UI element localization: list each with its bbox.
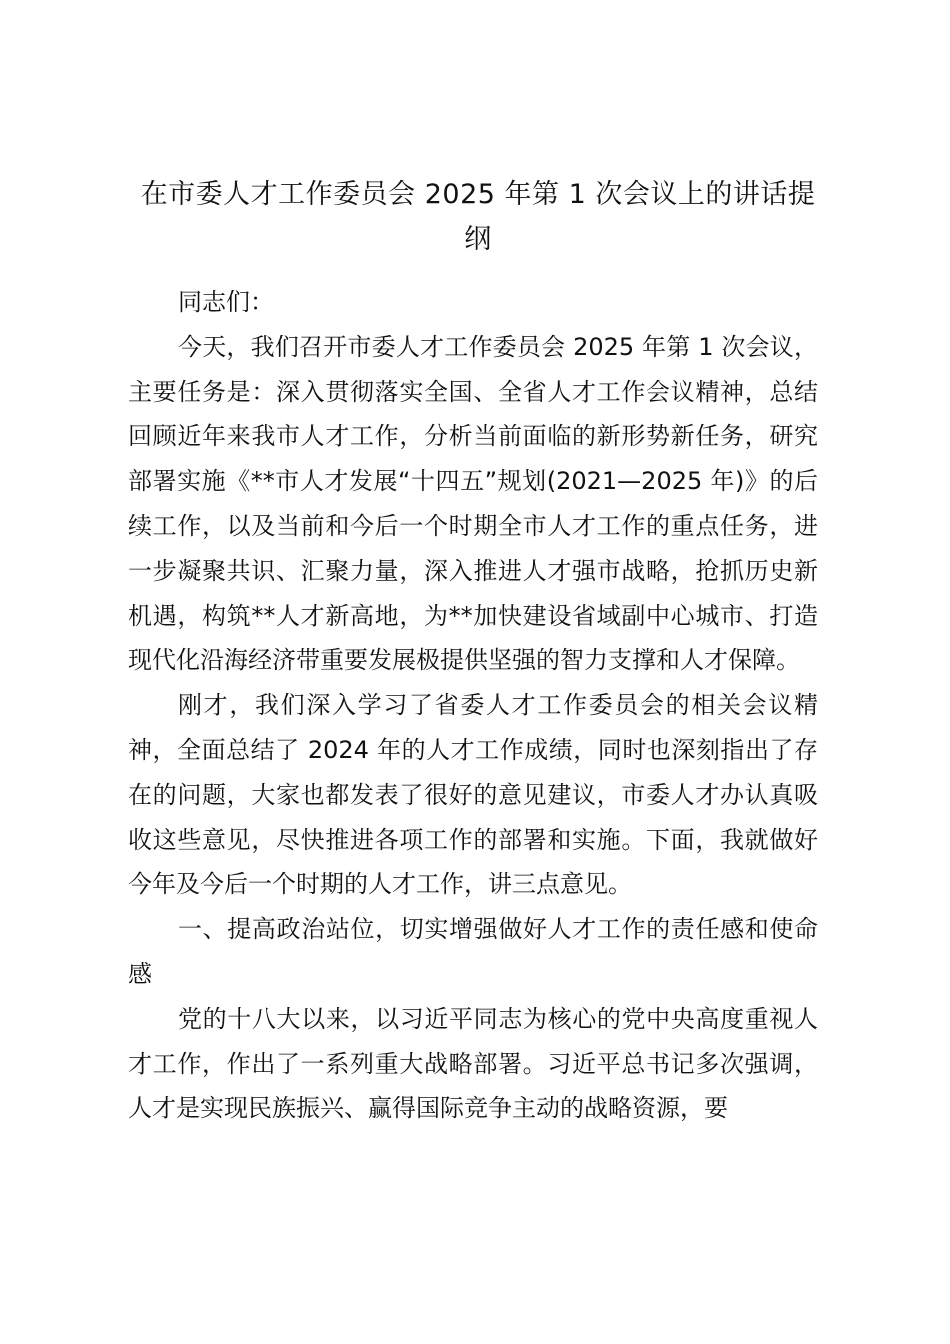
document-title: 在市委人才工作委员会 2025 年第 1 次会议上的讲话提纲 (140, 179, 816, 255)
section-heading-1: 一、提高政治站位，切实增强做好人才工作的责任感和使命感 (128, 915, 818, 988)
document-body (128, 280, 818, 1131)
section-1-paragraph: 党的十八大以来，以习近平同志为核心的党中央高度重视人才工作，作出了一系列重大战略部署。习近平总书记多次强调，人才是实现民族振兴、赢得国际竞争主动的战略资源，要 (128, 1004, 818, 1123)
summary-paragraph: 刚才，我们深入学习了省委人才工作委员会的相关会议精神，全面总结了 2024 年的人才工作成绩，同时也深刻指出了存在的问题，大家也都发表了很好的意见建议，市委人才办认真吸收这些意见，尽快推进各项工作的部署和实施。下面，我就做好今年及今后一个时期的人才工作，讲三点意见。 (128, 691, 818, 899)
salutation-paragraph: 同志们： (178, 288, 274, 316)
intro-paragraph: 今天，我们召开市委人才工作委员会 2025 年第 1 次会议，主要任务是：深入贯彻落实全国、全省人才工作会议精神，总结回顾近年来我市人才工作，分析当前面临的新形势新任务，研究部署实施《**市人才发展“十四五”规划(2021—2025 年)》的后续工作，以及当前和今后一个时期全市人才工作的重点任务，进一步凝聚共识、汇聚力量，深入推进人才强市战略，抢抓历史新机遇，构筑**人才新高地，为**加快建设省域副中心城市、打造现代化沿海经济带重要发展极提供坚强的智力支撑和人才保障。 (128, 332, 818, 675)
